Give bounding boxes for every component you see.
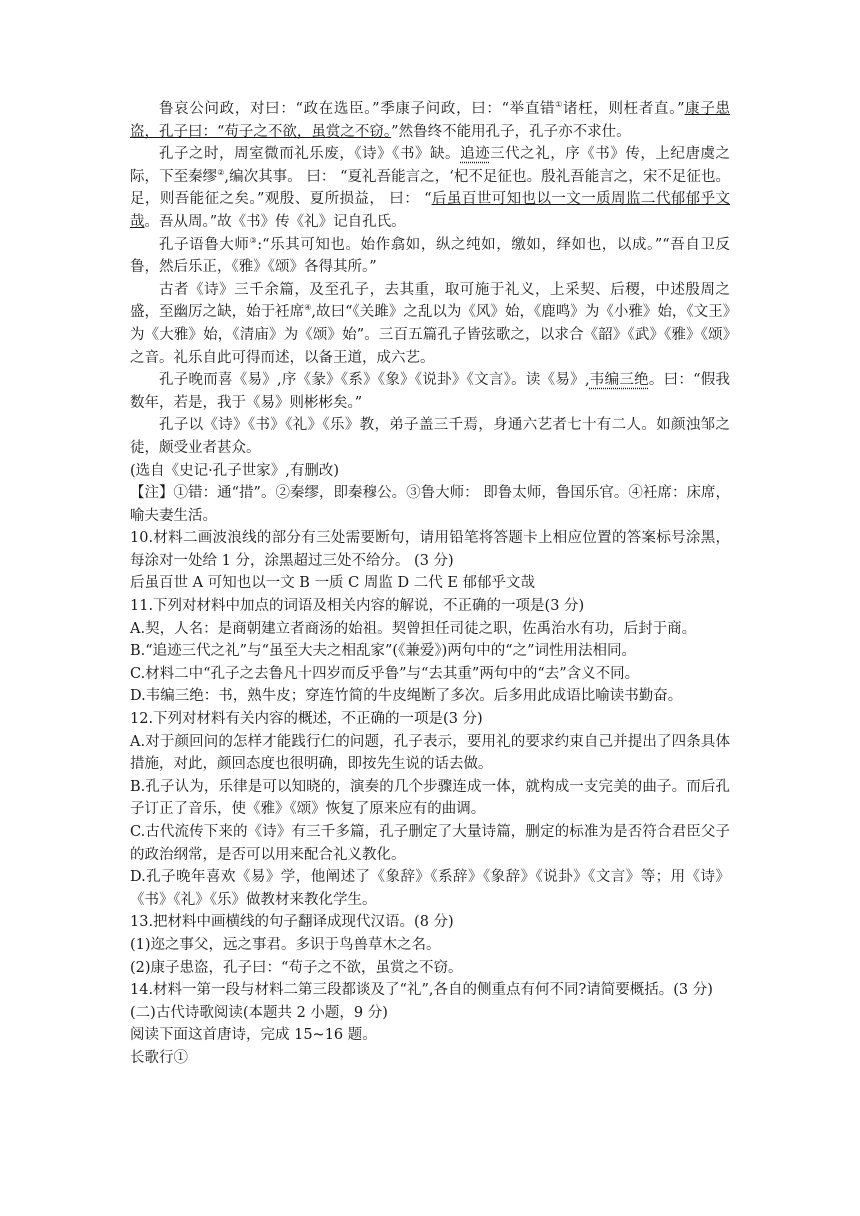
question-12-option-a: A.对于颜回问的怎样才能践行仁的问题，孔子表示，要用礼的要求约束自己并提出了四条具体措施，对此，颜回态度也很明确，即按先生说的话去做。 (130, 733, 730, 773)
question-11: 11.下列对材料中加点的词语及相关内容的解说，不正确的一项是(3 分) (130, 598, 585, 615)
question-11-option-c: C.材料二中“孔子之去鲁凡十四岁而反乎鲁”与“去其重”两句中的“去”含义不同。 (130, 665, 640, 682)
question-12-option-b: B.孔子认为，乐律是可以知晓的，演奏的几个步骤连成一体，就构成一支完美的曲子。而后孔子订正了音乐，使《雅》《颂》恢复了原来应有的曲调。 (130, 778, 730, 818)
question-13-item-1: (1)迩之事父，远之事君。多识于鸟兽草木之名。 (130, 936, 441, 953)
passage-paragraph-1 (130, 98, 730, 143)
question-10: 10.材料二画波浪线的部分有三处需要断句，请用铅笔将答题卡上相应位置的答案标号涂黑，每涂对一处给 1 分，涂黑超过三处不给分。 (3 分) (130, 530, 730, 569)
text-segment: ”然鲁终不能用孔子，孔子亦不求仕。 (391, 123, 631, 140)
question-11-option-b: B.“追迹三代之礼”与“虽至大夫之相乱家”(《兼爱》)两句中的“之”词性用法相同。 (130, 643, 637, 660)
wavy-underlined-sentence: 后虽百世可知也以一文一质周监二代郁郁乎文哉 (130, 191, 731, 230)
question-12: 12.下列对材料有关内容的概述，不正确的一项是(3 分) (130, 711, 483, 728)
text-segment: 孔子晚而喜《易》,序《彖》《系》《象》《说卦》《文言》。读《易》, (159, 372, 590, 389)
question-12-option-d: D.孔子晚年喜欢《易》学，他阐述了《象辞》《系辞》《象辞》《说卦》《文言》等；用《诗》《书》《礼》《乐》做教材来教化学生。 (130, 869, 730, 908)
section-heading: (二)古代诗歌阅读(本题共 2 小题，9 分) (130, 1004, 388, 1021)
text-segment: 。曰：“假我数年，若是，我于《易》则彬彬矣。” (130, 372, 731, 411)
text-segment: 孔子之时，周室微而礼乐废，《诗》《书》缺。 (159, 146, 461, 163)
dotted-word: 追迹 (460, 146, 491, 163)
text-segment: :“乐其可知也。始作翕如，纵之纯如，缴如，绎如也，以成。”“吾自卫反鲁，然后乐正，《雅》《颂》各得其所。” (130, 236, 730, 276)
text-segment: 古者《诗》三千余篇，及至孔子，去其重，取可施于礼义，上采契、后稷，中述殷周之盛，至幽厉之缺，始于衽席 (130, 281, 730, 321)
text-segment: 三代之礼，序《书》传，上纪唐虞之际，下至秦缪 (130, 146, 731, 185)
underlined-sentence: 康子患盗，孔子曰：“苟子之不欲，虽赏之不窃。 (130, 101, 730, 140)
question-11-option-a: A.契，人名：是商朝建立者商汤的始祖。契曾担任司徒之职，佐禹治水有功，后封于商。 (130, 620, 697, 637)
footnote-marker: ③ (249, 235, 258, 245)
text-segment: 。吾从周。”故《书》传《礼》记自孔氏。 (144, 213, 406, 230)
passage-source: (选自《史记·孔子世家》,有删改) (130, 462, 340, 479)
section-instruction: 阅读下面这首唐诗，完成 15~16 题。 (130, 1027, 377, 1044)
question-14: 14.材料一第一段与材料二第三段都谈及了“礼”,各自的侧重点有何不同?请简要概括。(3 分) (130, 982, 713, 999)
question-13: 13.把材料中画横线的句子翻译成现代汉语。(8 分) (130, 914, 454, 931)
text-segment: 鲁哀公问政，对曰：“政在选臣。”季康子问政，曰：“举直错 (159, 101, 556, 117)
question-12-option-c: C.古代流传下来的《诗》有三千多篇，孔子删定了大量诗篇，删定的标准为是否符合君臣父子的政治纲常，是否可以用来配合礼义教化。 (130, 824, 730, 863)
passage-paragraph-6: 孔子以《诗》《书》《礼》《乐》教，弟子盖三千焉，身通六艺者七十有二人。如颜浊邹之徒，颇受业者甚众。 (130, 417, 730, 456)
passage-paragraph-3 (130, 234, 730, 279)
question-10-line: 后虽百世 A 可知也以一文 B 一质 C 周监 D 二代 E 郁郁乎文哉 (130, 575, 536, 592)
footnote-marker: ① (555, 100, 563, 110)
dotted-word: 韦编三绝 (589, 372, 649, 389)
footnote-marker: ② (217, 167, 225, 177)
text-segment: ,编次其事。 曰： “夏礼吾能言之，‘杞不足征也。殷礼吾能言之，宋不足征也。足，则吾能征之矣。”观殷、夏所损益， 曰： “ (130, 168, 731, 208)
passage-paragraph-5 (130, 369, 730, 414)
text-segment: 孔子语鲁大师 (159, 236, 250, 253)
question-13-item-2: (2)康子患盗，孔子曰：“苟子之不欲，虽赏之不窃。 (130, 959, 463, 976)
text-segment: 诸枉，则枉者直。” (563, 101, 685, 117)
question-11-option-d: D.韦编三绝：书，熟牛皮；穿连竹简的牛皮绳断了多次。后多用此成语比喻读书勤奋。 (130, 688, 683, 705)
text-segment: ,故曰“《关雎》之乱以为《风》始，《鹿鸣》为《小雅》始，《文王》为《大雅》始，《清庙》为《颂》始”。三百五篇孔子皆弦歌之，以求合《韶》《武》《雅》《颂》之音。礼乐自此可得而述，以备王道，成六艺。 (130, 304, 731, 366)
passage-paragraph-4 (130, 279, 730, 369)
passage-paragraph-2 (130, 143, 730, 233)
poem-title: 长歌行① (130, 1049, 188, 1066)
footnote-marker: ④ (304, 303, 312, 313)
document-page (130, 98, 730, 1070)
passage-notes: 【注】①错：通“措”。②秦缪，即秦穆公。③鲁大师： 即鲁太师，鲁国乐官。④衽席：床席，喻夫妻生活。 (130, 485, 730, 524)
